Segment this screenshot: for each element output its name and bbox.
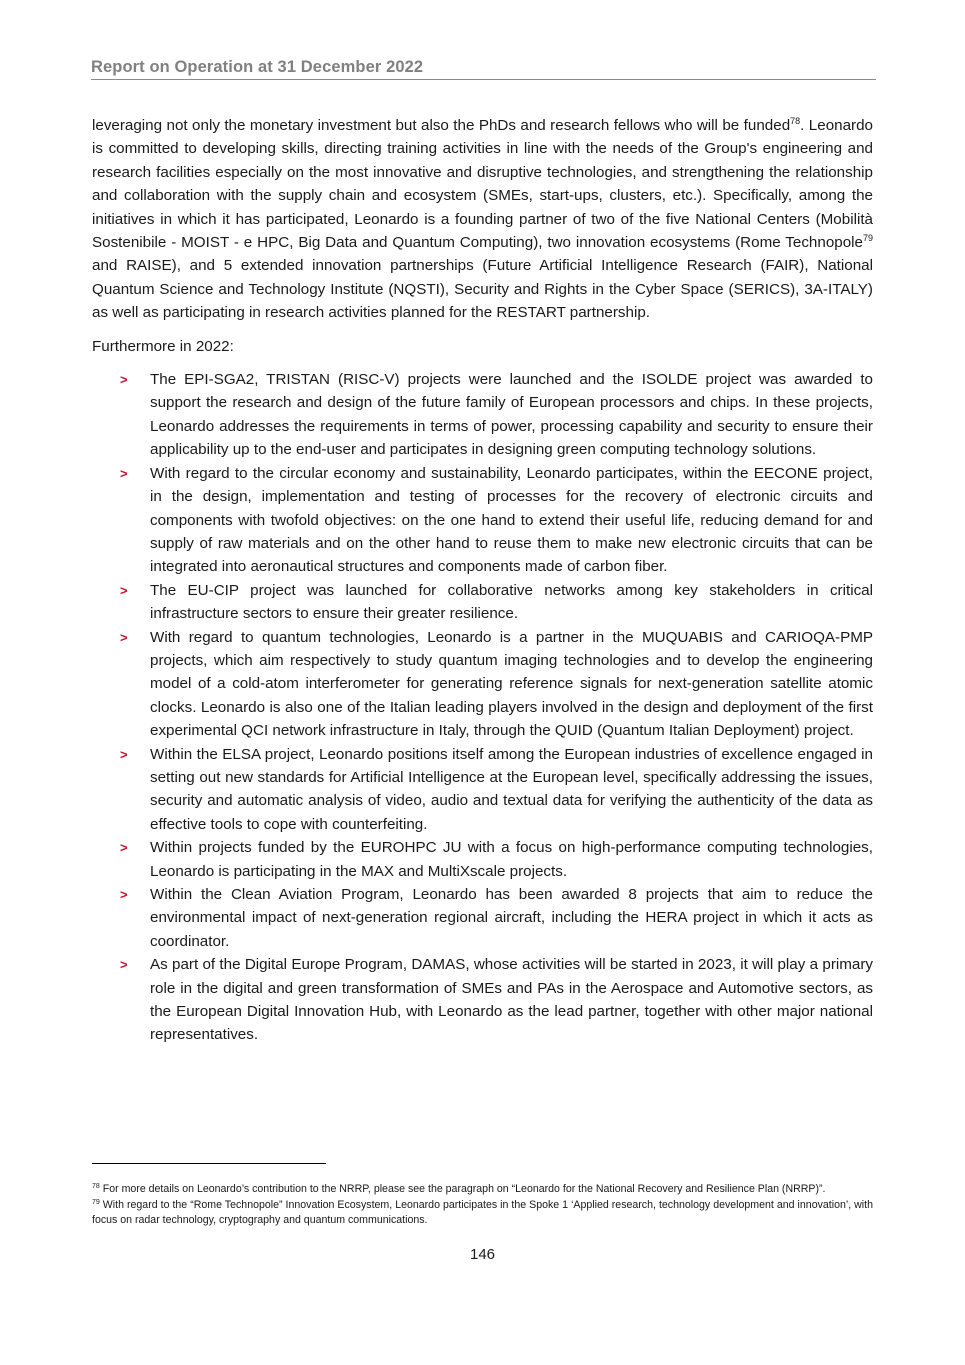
bullet-arrow-icon: > bbox=[120, 582, 128, 598]
footnote-number: 78 bbox=[92, 1183, 100, 1190]
intro-text-1: leveraging not only the monetary investment but also the PhDs and research fellows who will be funded bbox=[92, 117, 791, 134]
list-item bbox=[92, 462, 873, 579]
bullet-arrow-icon: > bbox=[120, 465, 128, 481]
footnote-number: 79 bbox=[92, 1198, 100, 1206]
list-item bbox=[92, 883, 873, 953]
bullet-arrow-icon: > bbox=[120, 372, 128, 388]
footnote-ref-78[interactable]: 78 bbox=[790, 116, 801, 126]
page-number: 146 bbox=[469, 1246, 496, 1263]
list-item bbox=[92, 579, 873, 626]
main-content bbox=[92, 114, 873, 1047]
list-item bbox=[92, 368, 873, 462]
intro-text-2: . Leonardo is committed to developing skills, directing training activities in line with the needs of the Group's engineering and research facilities especially on the most innovative and disruptive technologies, and strengthening the relationship and collaboration with the supply chain and ecosystem (SMEs, start-ups, clusters, etc.). Specifically, among the initiatives in which it has participated, Leonardo is a founding partner of two of the five National Centers (Mobilità Sostenibile - MOIST - e HPC, Big Data and Quantum Computing), two innovation ecosystems (Rome Technopole bbox=[92, 117, 873, 252]
footnote-ref-79[interactable]: 79 bbox=[862, 233, 873, 244]
list-item bbox=[92, 836, 873, 883]
furthermore-heading: Furthermore in 2022: bbox=[92, 337, 234, 355]
footnote-text: For more details on Leonardo’s contribution to the NRRP, please see the paragraph on “Leonardo for the National Recovery and Resilience Plan (NRRP)”. bbox=[99, 1183, 826, 1195]
list-item bbox=[92, 953, 873, 1047]
page-header bbox=[91, 58, 876, 80]
intro-paragraph bbox=[92, 114, 873, 325]
list-item-text: The EPI-SGA2, TRISTAN (RISC-V) projects were launched and the ISOLDE project was awarded to support the research and design of the future family of European processors and chips. In these projects, Leonardo addresses the requirements in terms of power, processing capability and security to ensure their applicability up to the end-user and participates in designing green computing technology solutions. bbox=[150, 371, 873, 459]
footnote-divider bbox=[92, 1163, 326, 1164]
bullet-arrow-icon: > bbox=[120, 957, 128, 973]
list-item-text: As part of the Digital Europe Program, DAMAS, whose activities will be started in 2023, it will play a primary role in the digital and green transformation of SMEs and PAs in the Aerospace and Automotive sectors, as the European Digital Innovation Hub, with Leonardo as the lead partner, together with other major national representatives. bbox=[150, 956, 873, 1044]
bullet-arrow-icon: > bbox=[120, 746, 128, 762]
intro-text-3: and RAISE), and 5 extended innovation partnerships (Future Artificial Intelligence Research (FAIR), National Quantum Science and Technology Institute (NQSTI), Security and Rights in the Cyber Space (SERICS), 3A-ITALY) as well as participating in research activities planned for the RESTART partnership. bbox=[92, 257, 873, 322]
list-item-text: With regard to the circular economy and sustainability, Leonardo participates, within the EECONE project, in the design, implementation and testing of processes for the recovery of electronic circuits and components with twofold objectives: on the one hand to extend their useful life, reducing demand for and supply of raw materials and on the other hand to reuse them to make new electronic circuits that can be integrated into aeronautical structures and components made of carbon fiber. bbox=[150, 464, 873, 576]
list-item-text: Within projects funded by the EUROHPC JU with a focus on high-performance computing technologies, Leonardo is participating in the MAX and MultiXscale projects. bbox=[150, 839, 873, 880]
list-item-text: Within the ELSA project, Leonardo positions itself among the European industries of excellence engaged in setting out new standards for Artificial Intelligence at the European level, specifically addressing the issues, security and automatic analysis of video, audio and textual data for verifying the authenticity of the data as effective tools to cope with counterfeiting. bbox=[150, 745, 873, 833]
bullet-arrow-icon: > bbox=[120, 840, 128, 856]
list-item-text: The EU-CIP project was launched for collaborative networks among key stakeholders in critical infrastructure sectors to ensure their greater resilience. bbox=[150, 581, 873, 623]
footnote-text: With regard to the “Rome Technopole” Innovation Ecosystem, Leonardo participates in the Spoke 1 ‘Applied research, technology development and innovation’, with focus on radar technology, cryptography and quantum communications. bbox=[92, 1198, 873, 1226]
list-item bbox=[92, 743, 873, 837]
footnote-78 bbox=[92, 1182, 873, 1198]
list-item-text: Within the Clean Aviation Program, Leonardo has been awarded 8 projects that aim to reduce the environmental impact of next-generation regional aircraft, including the HERA project in which it acts as coordinator. bbox=[150, 886, 873, 950]
list-item bbox=[92, 626, 873, 743]
list-item-text: With regard to quantum technologies, Leonardo is a partner in the MUQUABIS and CARIOQA-PMP projects, which aim respectively to study quantum imaging technologies and to develop the engineering model of a cold-atom interferometer for generating reference signals for next-generation satellite atomic clocks. Leonardo is also one of the Italian leading players involved in the design and deployment of the first experimental QCI network infrastructure in Italy, through the QUID (Quantum Italian Deployment) project. bbox=[150, 628, 873, 740]
bullet-arrow-icon: > bbox=[120, 629, 128, 645]
footnotes bbox=[92, 1182, 873, 1229]
footnote-79 bbox=[92, 1198, 873, 1229]
report-title: Report on Operation at 31 December 2022 bbox=[91, 58, 424, 76]
initiatives-list bbox=[92, 368, 873, 1047]
bullet-arrow-icon: > bbox=[120, 887, 128, 902]
